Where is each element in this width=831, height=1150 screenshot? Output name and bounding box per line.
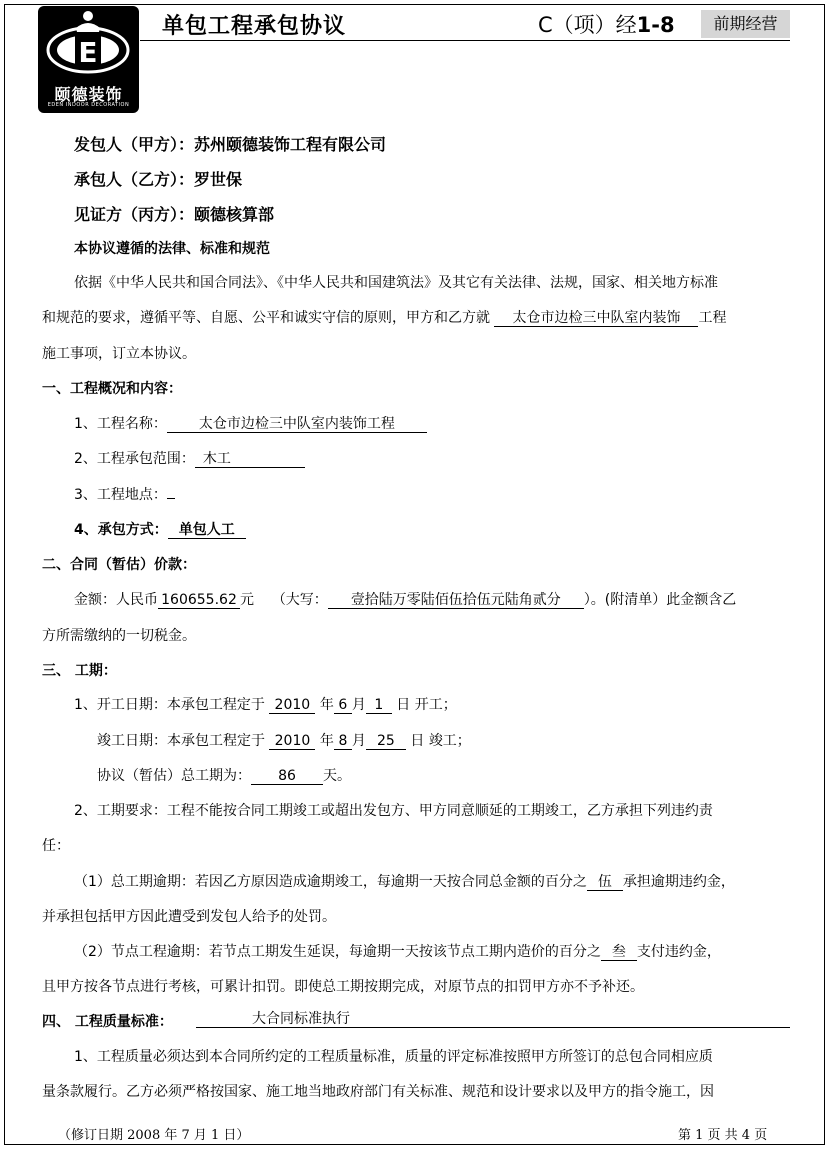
category-tab: 前期经营 — [701, 10, 790, 38]
law-heading: 本协议遵循的法律、标准和规范 — [74, 241, 270, 257]
start-date: 1、开工日期：本承包工程定于 2010 年 6 月 1 日 开工； — [74, 697, 457, 713]
header-divider — [140, 40, 790, 41]
quality-para-2: 量条款履行。乙方必须严格按国家、施工地当地政府部门有关标准、规范和设计要求以及甲方的指令施工，因 — [42, 1084, 714, 1100]
company-logo — [38, 6, 139, 113]
overdue-node-cont: 且甲方按各节点进行考核，可累计扣罚。即使总工期按期完成，对原节点的扣罚甲方亦不予补还。 — [42, 979, 644, 995]
section-4-heading: 四、 工程质量标准： — [42, 1014, 173, 1030]
logo-emblem-icon — [38, 6, 139, 82]
law-para-2: 和规范的要求，遵循平等、自愿、公平和诚实守信的原则，甲方和乙方就 太仓市边检三中队室内装饰 工程 — [42, 310, 727, 326]
overdue-node: （2）节点工程逾期：若节点工期发生延误，每逾期一天按该节点工期内造价的百分之 叁 支付违约金， — [74, 944, 721, 960]
overdue-total: （1）总工期逾期：若因乙方原因造成逾期竣工，每逾期一天按合同总金额的百分之 伍 承担逾期违约金， — [74, 874, 735, 890]
quality-para-1: 1、工程质量必须达到本合同所约定的工程质量标准，质量的评定标准按照甲方所签订的总包合同相应质 — [74, 1049, 713, 1065]
tax-note: 方所需缴纳的一切税金。 — [42, 628, 196, 644]
logo-letter: E — [78, 36, 98, 69]
document-code: C（项）经1-8 — [538, 13, 675, 37]
logo-text: 颐德装饰 — [54, 85, 123, 104]
party-c: 见证方（丙方）：颐德核算部 — [74, 205, 275, 224]
revision-date: （修订日期 2008 年 7 月 1 日） — [58, 1128, 250, 1143]
schedule-req-2: 任： — [42, 838, 70, 854]
law-para-1: 依据《中华人民共和国合同法》、《中华人民共和国建筑法》及其它有关法律、法规，国家、相关地方标准 — [74, 275, 718, 291]
section-3-heading: 三、 工期： — [42, 663, 117, 679]
party-a: 发包人（甲方）：苏州颐德装饰工程有限公司 — [74, 135, 387, 154]
contract-amount: 金额：人民币 160655.62 元 （大写： 壹拾陆万零陆佰伍拾伍元陆角贰分 ）。(附清单）此金额含乙 — [74, 592, 737, 608]
quality-standard: 大合同标准执行 — [196, 1011, 790, 1028]
end-date: 竣工日期：本承包工程定于 2010 年 8 月 25 日 竣工； — [97, 733, 471, 749]
project-name: 1、工程名称： 太仓市边检三中队室内装饰工程 — [74, 413, 427, 433]
logo-subtitle: EDEN INDOOR DECORATION — [47, 102, 130, 108]
party-b: 承包人（乙方）：罗世保 — [74, 170, 243, 189]
document-title: 单包工程承包协议 — [162, 14, 347, 39]
page-number: 第 1 页 共 4 页 — [678, 1128, 768, 1143]
project-scope: 2、工程承包范围： 木工 — [74, 448, 305, 468]
law-para-3: 施工事项，订立本协议。 — [42, 346, 196, 362]
total-duration: 协议（暂估）总工期为： 86 天。 — [97, 768, 351, 784]
schedule-req-1: 2、工期要求：工程不能按合同工期竣工或超出发包方、甲方同意顺延的工期竣工，乙方承担下列违约责 — [74, 803, 713, 819]
section-2-heading: 二、合同（暂估）价款： — [42, 557, 196, 573]
section-1-heading: 一、工程概况和内容： — [42, 381, 182, 397]
contract-mode: 4、承包方式： 单包人工 — [74, 519, 246, 539]
project-site: 3、工程地点： — [74, 484, 175, 504]
overdue-total-cont: 并承担包括甲方因此遭受到发包人给予的处罚。 — [42, 909, 336, 925]
